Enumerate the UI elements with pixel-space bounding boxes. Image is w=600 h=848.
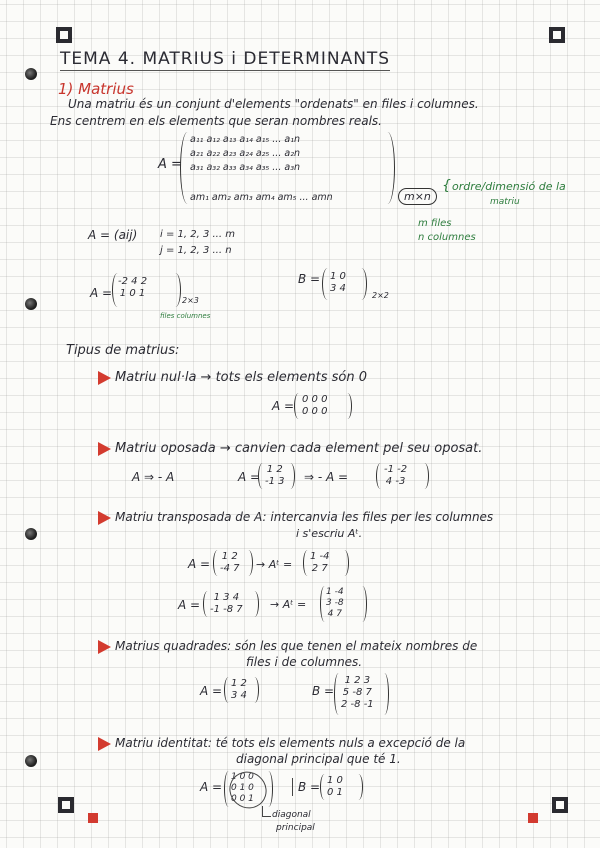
bullet-triangle-icon <box>98 371 111 385</box>
corner-marker-top-left <box>56 27 72 43</box>
oposada-neg-matrix <box>384 464 407 488</box>
matrix-row: 3 4 <box>330 283 346 294</box>
paren <box>170 273 181 307</box>
paren <box>380 673 389 715</box>
quad-b-matrix <box>341 675 374 711</box>
matrix-row: 0 1 0 <box>231 783 254 793</box>
matrix-row: 1 3 4 <box>213 592 240 603</box>
pointer-line <box>262 806 271 817</box>
dimension-box: m×n <box>398 188 437 205</box>
type-transposada <box>98 510 493 525</box>
matrix-row: 4 -3 <box>385 476 406 487</box>
paren <box>420 463 429 489</box>
corner-marker-bottom-right <box>552 797 568 813</box>
type-label: Matriu identitat: té tots els elements nuls a excepció de la <box>115 736 466 750</box>
corner-marker-bottom-left <box>58 797 74 813</box>
paren <box>340 550 349 576</box>
intro-line-1: Una matriu és un conjunt d'elements "ordenats" en files i columnes. <box>68 97 479 111</box>
paren <box>244 550 253 576</box>
matrix-row: 0 0 0 <box>302 406 328 417</box>
example-a-dim: 2×3 <box>182 296 199 305</box>
bullet-triangle-icon <box>98 640 111 654</box>
transposada-sub: i s'escriu Aᵗ. <box>296 527 363 540</box>
index-j: j = 1, 2, 3 ... n <box>160 245 232 256</box>
red-marker-right <box>528 813 538 823</box>
paren <box>356 268 367 300</box>
matrix-row: am₁ am₂ am₃ am₄ am₅ ... amn <box>190 192 333 203</box>
ident-b-matrix <box>327 775 343 799</box>
matrix-row: 1 0 <box>327 775 343 786</box>
matrix-row: a₁₁ a₁₂ a₁₃ a₁₄ a₁₅ ... a₁n <box>190 134 301 145</box>
index-i: i = 1, 2, 3 ... m <box>160 229 235 240</box>
identitat-sub: diagonal principal que té 1. <box>236 752 401 766</box>
paren <box>358 586 367 622</box>
matrix-row: 1 0 <box>330 271 346 282</box>
dimension-note-line-1: ordre/dimensió de la <box>452 180 566 193</box>
matrix-row: -1 -8 7 <box>210 604 243 615</box>
matrix-row: 0 0 1 <box>231 794 254 804</box>
matrix-row: 1 0 0 <box>231 772 254 782</box>
example-b-dim: 2×2 <box>372 291 389 300</box>
matrix-row: 4 7 <box>327 609 342 619</box>
matrix-row: a₂₁ a₂₂ a₂₃ a₂₄ a₂₅ ... a₂n <box>190 148 301 159</box>
example-b-matrix <box>330 271 346 295</box>
matrix-row: 2 7 <box>311 563 328 574</box>
type-label: Matriu oposada → canvien cada element pel seu oposat. <box>115 441 483 456</box>
matrix-row: 1 2 3 <box>344 675 371 686</box>
matrix-row: -4 7 <box>220 563 240 574</box>
transp1-label: A = <box>188 557 211 571</box>
binder-hole <box>25 68 37 80</box>
intro-line-2: Ens centrem en els elements que seran nombres reals. <box>50 114 382 128</box>
type-identitat <box>98 736 465 751</box>
dimension-note-line-2: matriu <box>490 197 520 207</box>
files-columnes-note: files columnes <box>160 312 211 320</box>
section-heading: 1) Matrius <box>58 80 134 98</box>
type-nulla <box>98 370 367 385</box>
bullet-triangle-icon <box>98 511 111 525</box>
matrix-row: 1 2 <box>231 678 247 689</box>
matrix-row: 3 -8 <box>326 598 344 608</box>
binder-hole <box>25 528 37 540</box>
diagonal-note-line-2: principal <box>276 823 315 833</box>
matrix-row: 5 -8 7 <box>342 687 372 698</box>
example-a-matrix <box>118 276 147 300</box>
oposada-rule: A ⇒ - A <box>132 470 175 484</box>
paren <box>250 591 259 617</box>
quad-a-matrix <box>231 678 247 702</box>
paren <box>286 463 295 489</box>
bullet-triangle-icon <box>98 442 111 456</box>
paren <box>354 774 363 800</box>
paren <box>250 677 259 703</box>
binder-hole <box>25 298 37 310</box>
matrix-right-paren <box>380 132 395 204</box>
transp1-t-matrix <box>310 551 330 575</box>
type-quadrades <box>98 639 477 654</box>
notation: A = (aij) <box>88 228 138 242</box>
type-label: Matriu nul·la → tots els elements són 0 <box>115 370 368 385</box>
matrix-row: 0 1 <box>327 787 343 798</box>
transp2-t-matrix <box>326 587 344 620</box>
implies-arrow: ⇒ - A = <box>304 470 349 484</box>
matrix-row: 1 -4 <box>326 587 344 597</box>
matrix-row: 1 -4 <box>310 551 330 562</box>
example-a-label: A = <box>90 286 113 300</box>
matrix-row: a₃₁ a₃₂ a₃₃ a₃₄ a₃₅ ... a₃n <box>190 162 301 173</box>
columnes-label: n columnes <box>418 232 476 243</box>
ident-a-label: A = <box>200 780 223 794</box>
binder-hole <box>25 755 37 767</box>
corner-marker-top-right <box>549 27 565 43</box>
quad-b-label: B = <box>312 684 335 698</box>
nulla-label: A = <box>272 399 295 413</box>
red-marker-left <box>88 813 98 823</box>
matrix-rows <box>190 133 333 205</box>
page-title: TEMA 4. MATRIUS i DETERMINANTS <box>60 49 391 69</box>
bullet-triangle-icon <box>98 737 111 751</box>
example-b-label: B = <box>298 272 321 286</box>
transp2-arrow: → Aᵗ = <box>270 598 307 611</box>
transp2-matrix <box>210 592 243 616</box>
paren <box>264 771 273 807</box>
paren <box>343 393 352 419</box>
transp1-matrix <box>220 551 240 575</box>
quad-a-label: A = <box>200 684 223 698</box>
matrix-row: -2 4 2 <box>118 276 148 287</box>
nulla-matrix <box>302 394 327 418</box>
types-heading: Tipus de matrius: <box>66 343 180 358</box>
title-underline <box>60 70 390 71</box>
diagonal-note-line-1: diagonal <box>272 810 311 820</box>
transp1-arrow: → Aᵗ = <box>256 558 293 571</box>
matrix-row: 1 0 1 <box>119 288 146 299</box>
quadrades-sub: files i de columnes. <box>246 655 363 669</box>
matrix-label: A = <box>158 157 182 172</box>
matrix-row: 3 4 <box>231 690 247 701</box>
type-label: Matrius quadrades: són les que tenen el mateix nombres de <box>115 639 478 653</box>
matrix-row: 0 0 0 <box>302 394 328 405</box>
oposada-a-matrix <box>265 464 285 488</box>
transp2-label: A = <box>178 598 201 612</box>
type-oposada <box>98 441 482 456</box>
oposada-a-label: A = <box>238 470 261 484</box>
type-label: Matriu transposada de A: intercanvia les files per les columnes <box>115 510 494 524</box>
matrix-row: 1 2 <box>266 464 283 475</box>
matrix-row: 1 2 <box>221 551 238 562</box>
brace: { <box>442 178 451 194</box>
matrix-row: -1 3 <box>265 476 285 487</box>
matrix-row: 2 -8 -1 <box>341 699 374 710</box>
files-label: m files <box>418 218 452 229</box>
matrix-row: -1 -2 <box>384 464 408 475</box>
separator <box>292 778 293 796</box>
ident-b-label: B = <box>298 780 321 794</box>
